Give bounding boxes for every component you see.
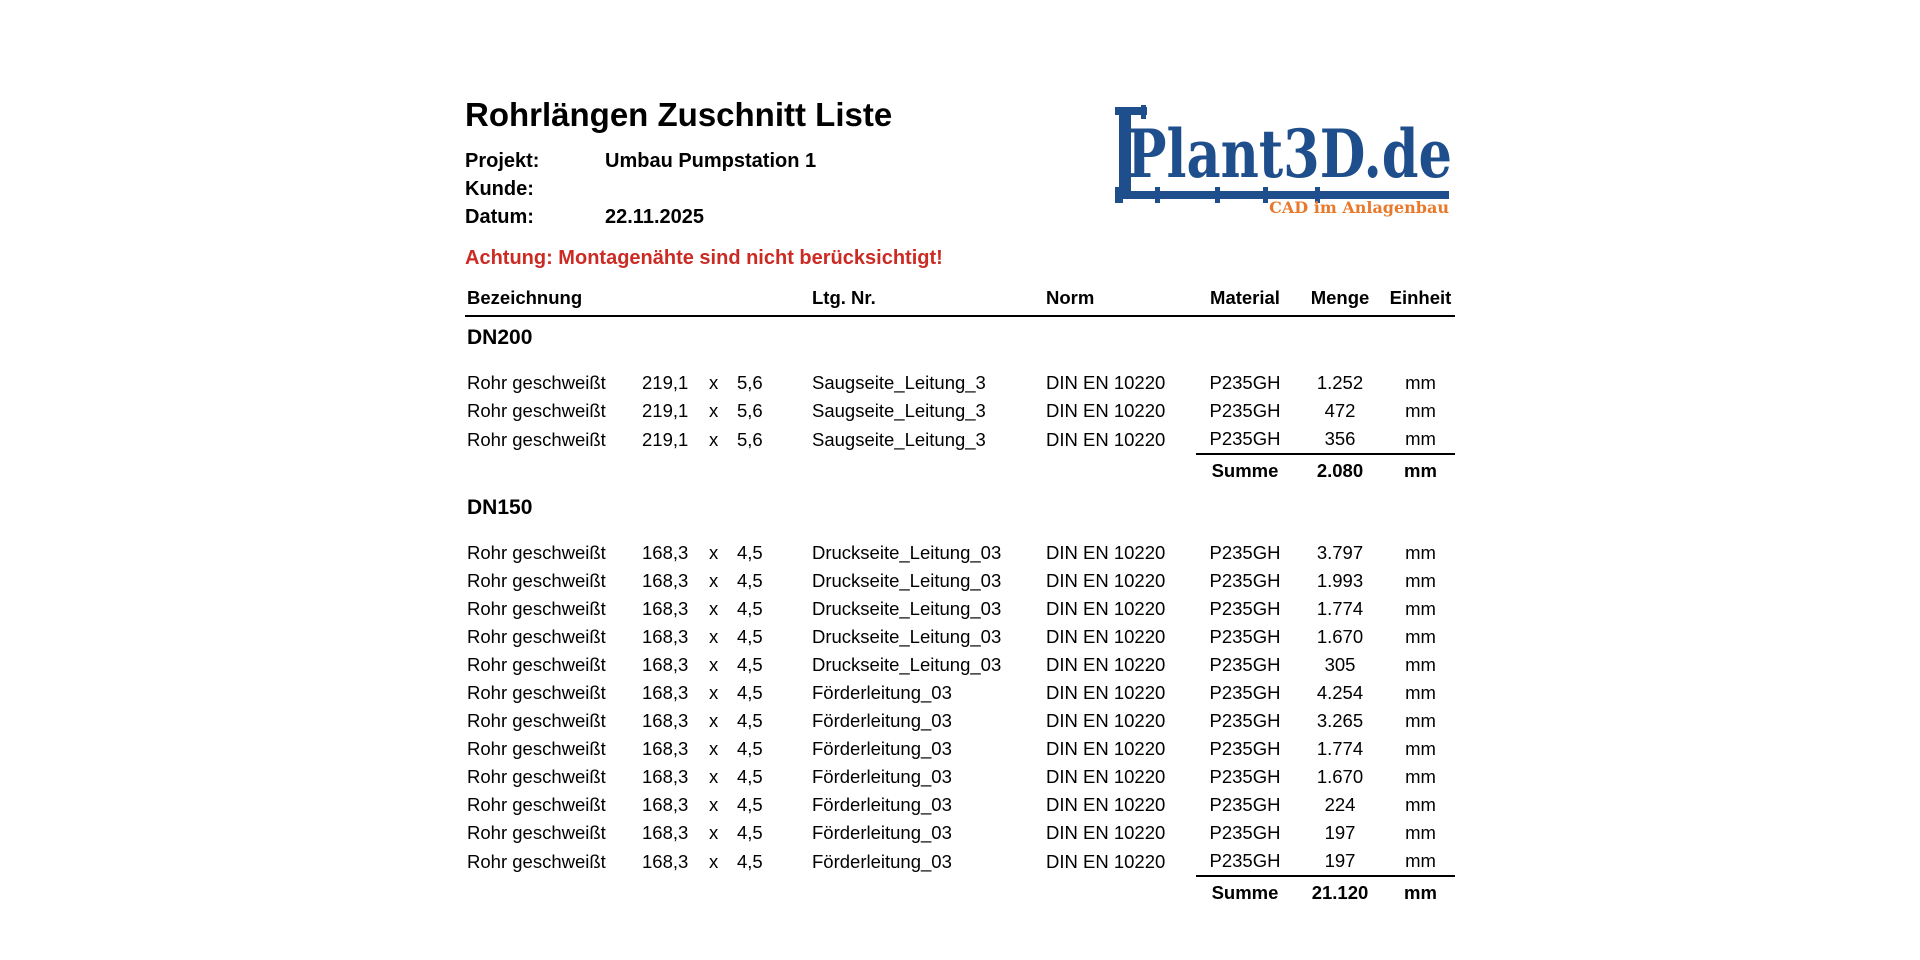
- meta-label: Projekt:: [465, 150, 540, 172]
- cell-diameter: 168,3: [642, 570, 689, 591]
- cell-wall: 4,5: [737, 738, 763, 759]
- meta-value: Umbau Pumpstation 1: [605, 150, 817, 172]
- table-row: [465, 623, 1455, 651]
- cell-material: P235GH: [1209, 542, 1281, 563]
- cell-times: x: [709, 626, 719, 647]
- cell-name: Rohr geschweißt: [467, 738, 606, 759]
- cell-diameter: 219,1: [642, 428, 689, 450]
- cell-wall: 4,5: [737, 626, 763, 647]
- cell-quantity: 4.254: [1316, 682, 1364, 703]
- spacer-row: [465, 531, 1455, 539]
- header-norm: Norm: [1044, 281, 1196, 316]
- cell-wall: 4,5: [737, 654, 763, 675]
- sum-unit: mm: [1386, 454, 1455, 487]
- cell-diameter: 219,1: [642, 372, 689, 393]
- cell-norm: DIN EN 10220: [1046, 794, 1166, 815]
- table-row: [465, 397, 1455, 425]
- cell-material: P235GH: [1209, 428, 1281, 449]
- table-header-row: [465, 281, 1455, 316]
- cell-line-number: Förderleitung_03: [812, 822, 952, 843]
- cell-line-number: Förderleitung_03: [812, 738, 952, 759]
- cell-line-number: Förderleitung_03: [812, 682, 952, 703]
- cell-wall: 4,5: [737, 822, 763, 843]
- spacer-cell: [465, 531, 1455, 539]
- cell-diameter: 168,3: [642, 654, 689, 675]
- cell-unit: mm: [1405, 738, 1436, 759]
- cell-name: Rohr geschweißt: [467, 542, 606, 563]
- cell-quantity: 197: [1324, 850, 1356, 871]
- cell-material: P235GH: [1209, 822, 1281, 843]
- cell-wall: 4,5: [737, 794, 763, 815]
- cell-line-number: Saugseite_Leitung_3: [812, 428, 986, 450]
- cell-unit: mm: [1405, 626, 1436, 647]
- sum-quantity: 21.120: [1294, 876, 1386, 909]
- cell-wall: 4,5: [737, 598, 763, 619]
- spacer-row: [465, 361, 1455, 369]
- cell-material: P235GH: [1209, 850, 1281, 871]
- cell-norm: DIN EN 10220: [1046, 626, 1166, 647]
- cell-norm: DIN EN 10220: [1046, 822, 1166, 843]
- cell-diameter: 168,3: [642, 738, 689, 759]
- table-row: [465, 539, 1455, 567]
- cell-norm: DIN EN 10220: [1046, 738, 1166, 759]
- logo-wordmark: Plant3D.de: [1127, 115, 1452, 193]
- cell-unit: mm: [1405, 682, 1436, 703]
- sum-spacer: [465, 876, 1196, 909]
- group-header-row: [465, 316, 1455, 361]
- cell-name: Rohr geschweißt: [467, 710, 606, 731]
- cell-diameter: 168,3: [642, 542, 689, 563]
- group-title: DN150: [467, 496, 533, 519]
- cell-norm: DIN EN 10220: [1046, 400, 1166, 421]
- table-row: [465, 595, 1455, 623]
- cell-times: x: [709, 766, 719, 787]
- cell-times: x: [709, 710, 719, 731]
- cell-line-number: Druckseite_Leitung_03: [812, 654, 1002, 675]
- warning-text: Achtung: Montagenähte sind nicht berücksichtigt!: [465, 247, 943, 269]
- cell-norm: DIN EN 10220: [1046, 710, 1166, 731]
- cell-times: x: [709, 822, 719, 843]
- cell-quantity: 197: [1324, 822, 1356, 843]
- cell-norm: DIN EN 10220: [1046, 372, 1166, 393]
- spacer-cell: [465, 361, 1455, 369]
- table-row: [465, 763, 1455, 791]
- header-line-number: Ltg. Nr.: [810, 281, 1044, 316]
- sum-label: Summe: [1196, 454, 1294, 487]
- cell-times: x: [709, 850, 719, 872]
- cell-wall: 4,5: [737, 850, 763, 872]
- plant3d-logo: [1115, 107, 1455, 217]
- cell-line-number: Saugseite_Leitung_3: [812, 400, 986, 421]
- cell-diameter: 168,3: [642, 850, 689, 872]
- cell-diameter: 168,3: [642, 598, 689, 619]
- pipe-cut-list-document: [465, 95, 1455, 909]
- sum-row: [465, 876, 1455, 909]
- cell-diameter: 219,1: [642, 400, 689, 421]
- cell-name: Rohr geschweißt: [467, 654, 606, 675]
- cell-line-number: Förderleitung_03: [812, 710, 952, 731]
- logo-tagline: CAD im Anlagenbau: [1269, 198, 1449, 217]
- cell-times: x: [709, 794, 719, 815]
- cell-norm: DIN EN 10220: [1046, 766, 1166, 787]
- cell-name: Rohr geschweißt: [467, 570, 606, 591]
- cell-unit: mm: [1405, 710, 1436, 731]
- sum-spacer: [465, 454, 1196, 487]
- cell-material: P235GH: [1209, 400, 1281, 421]
- cell-times: x: [709, 372, 719, 393]
- cell-norm: DIN EN 10220: [1046, 570, 1166, 591]
- cell-unit: mm: [1405, 598, 1436, 619]
- cell-material: P235GH: [1209, 682, 1281, 703]
- cell-wall: 5,6: [737, 400, 763, 421]
- table-row: [465, 819, 1455, 847]
- table-row: [465, 791, 1455, 819]
- cell-material: P235GH: [1209, 794, 1281, 815]
- cell-diameter: 168,3: [642, 710, 689, 731]
- cell-diameter: 168,3: [642, 626, 689, 647]
- cell-times: x: [709, 654, 719, 675]
- table-row: [465, 679, 1455, 707]
- cell-wall: 4,5: [737, 570, 763, 591]
- meta-label: Datum:: [465, 206, 534, 228]
- cell-unit: mm: [1405, 372, 1436, 393]
- cell-line-number: Förderleitung_03: [812, 850, 952, 872]
- cell-wall: 4,5: [737, 710, 763, 731]
- cell-times: x: [709, 738, 719, 759]
- cell-unit: mm: [1405, 766, 1436, 787]
- cell-times: x: [709, 428, 719, 450]
- cell-line-number: Druckseite_Leitung_03: [812, 570, 1002, 591]
- cell-line-number: Saugseite_Leitung_3: [812, 372, 986, 393]
- cell-line-number: Druckseite_Leitung_03: [812, 542, 1002, 563]
- cell-quantity: 472: [1324, 400, 1356, 421]
- header-unit: Einheit: [1386, 281, 1455, 316]
- cell-wall: 4,5: [737, 682, 763, 703]
- cell-material: P235GH: [1209, 654, 1281, 675]
- cell-unit: mm: [1405, 850, 1436, 871]
- cell-quantity: 3.797: [1316, 542, 1364, 563]
- cell-name: Rohr geschweißt: [467, 372, 606, 393]
- cell-material: P235GH: [1209, 626, 1281, 647]
- table-row: [465, 735, 1455, 763]
- cell-norm: DIN EN 10220: [1046, 654, 1166, 675]
- cell-quantity: 1.670: [1316, 766, 1364, 787]
- cell-name: Rohr geschweißt: [467, 766, 606, 787]
- cell-unit: mm: [1405, 400, 1436, 421]
- cell-norm: DIN EN 10220: [1046, 598, 1166, 619]
- table-row: [465, 425, 1455, 454]
- cell-line-number: Druckseite_Leitung_03: [812, 626, 1002, 647]
- cell-name: Rohr geschweißt: [467, 428, 606, 450]
- cell-unit: mm: [1405, 542, 1436, 563]
- cell-norm: DIN EN 10220: [1046, 850, 1166, 872]
- cell-name: Rohr geschweißt: [467, 400, 606, 421]
- cell-times: x: [709, 598, 719, 619]
- cell-line-number: Förderleitung_03: [812, 794, 952, 815]
- cell-quantity: 1.993: [1316, 570, 1364, 591]
- cell-unit: mm: [1405, 654, 1436, 675]
- cell-name: Rohr geschweißt: [467, 626, 606, 647]
- cell-unit: mm: [1405, 822, 1436, 843]
- cell-line-number: Förderleitung_03: [812, 766, 952, 787]
- group-header-row: [465, 487, 1455, 531]
- cell-wall: 4,5: [737, 542, 763, 563]
- table-row: [465, 369, 1455, 397]
- cut-list-table: [465, 281, 1455, 909]
- table-row: [465, 651, 1455, 679]
- cell-times: x: [709, 400, 719, 421]
- header-material: Material: [1196, 281, 1294, 316]
- cell-name: Rohr geschweißt: [467, 822, 606, 843]
- group-title: DN200: [467, 326, 533, 349]
- header-quantity: Menge: [1294, 281, 1386, 316]
- table-body: [465, 316, 1455, 909]
- cell-material: P235GH: [1209, 710, 1281, 731]
- table-row: [465, 567, 1455, 595]
- sum-row: [465, 454, 1455, 487]
- cell-diameter: 168,3: [642, 766, 689, 787]
- cell-times: x: [709, 682, 719, 703]
- cell-diameter: 168,3: [642, 794, 689, 815]
- cell-norm: DIN EN 10220: [1046, 542, 1166, 563]
- cell-material: P235GH: [1209, 738, 1281, 759]
- cell-unit: mm: [1405, 570, 1436, 591]
- cell-quantity: 3.265: [1316, 710, 1364, 731]
- cell-material: P235GH: [1209, 372, 1281, 393]
- cell-quantity: 356: [1324, 428, 1356, 449]
- cell-wall: 5,6: [737, 372, 763, 393]
- cell-name: Rohr geschweißt: [467, 682, 606, 703]
- page-title: Rohrlängen Zuschnitt Liste: [465, 96, 893, 133]
- cell-wall: 5,6: [737, 428, 763, 450]
- cell-diameter: 168,3: [642, 822, 689, 843]
- sum-label: Summe: [1196, 876, 1294, 909]
- sum-unit: mm: [1386, 876, 1455, 909]
- cell-wall: 4,5: [737, 766, 763, 787]
- cell-material: P235GH: [1209, 598, 1281, 619]
- sum-quantity: 2.080: [1294, 454, 1386, 487]
- cell-times: x: [709, 570, 719, 591]
- table-row: [465, 847, 1455, 876]
- cell-quantity: 1.774: [1316, 738, 1364, 759]
- cell-norm: DIN EN 10220: [1046, 428, 1166, 450]
- cell-unit: mm: [1405, 794, 1436, 815]
- cell-material: P235GH: [1209, 766, 1281, 787]
- table-row: [465, 707, 1455, 735]
- cell-quantity: 224: [1324, 794, 1356, 815]
- cell-quantity: 305: [1324, 654, 1356, 675]
- cell-name: Rohr geschweißt: [467, 850, 606, 872]
- meta-label: Kunde:: [465, 178, 534, 200]
- meta-value: 22.11.2025: [605, 206, 704, 228]
- cell-quantity: 1.670: [1316, 626, 1364, 647]
- cell-material: P235GH: [1209, 570, 1281, 591]
- cell-name: Rohr geschweißt: [467, 794, 606, 815]
- cell-unit: mm: [1405, 428, 1436, 449]
- cell-norm: DIN EN 10220: [1046, 682, 1166, 703]
- cell-name: Rohr geschweißt: [467, 598, 606, 619]
- cell-diameter: 168,3: [642, 682, 689, 703]
- cell-line-number: Druckseite_Leitung_03: [812, 598, 1002, 619]
- header-bezeichnung: Bezeichnung: [465, 281, 810, 316]
- cell-quantity: 1.252: [1316, 372, 1364, 393]
- cell-times: x: [709, 542, 719, 563]
- cell-quantity: 1.774: [1316, 598, 1364, 619]
